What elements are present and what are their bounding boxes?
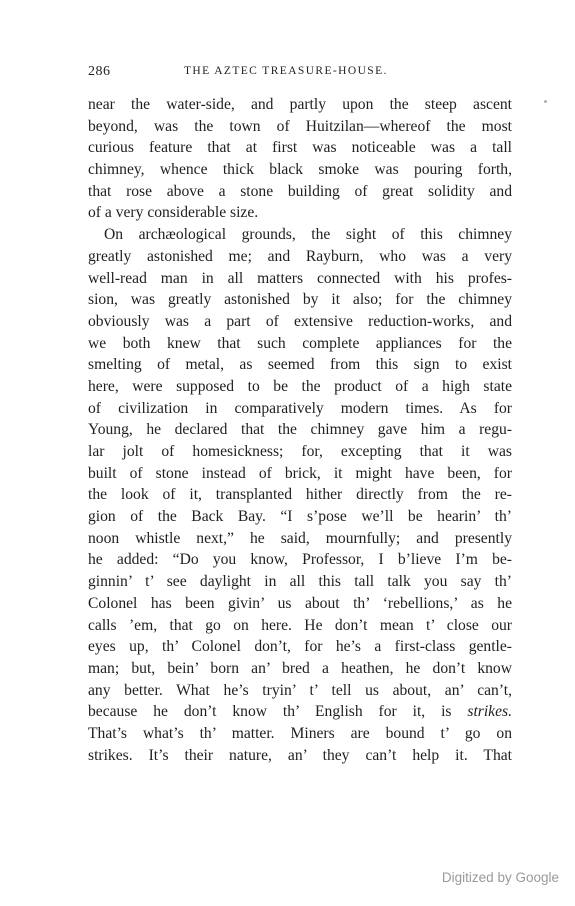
text-line: ginnin’ t’ see daylight in all this tall talk you say th’	[88, 573, 512, 591]
text-line: curious feature that at first was noticeable was a tall	[88, 139, 512, 157]
text-line: Colonel has been givin’ us about th’ ‘rebellions,’ as he	[88, 594, 512, 612]
text-line: lar jolt of homesickness; for, excepting that it was	[88, 443, 512, 460]
emphasized-word: strikes.	[467, 703, 512, 721]
text-line: we both knew that such complete appliances for the	[88, 334, 512, 352]
text-line: greatly astonished me; and Rayburn, who was a very	[88, 247, 512, 265]
running-title: THE AZTEC TREASURE-HOUSE.	[184, 65, 388, 77]
text-line: built of stone instead of brick, it might have been, for	[88, 464, 512, 482]
text-line: Young, he declared that the chimney gave him a regu-	[88, 421, 512, 439]
body-text	[88, 94, 512, 766]
digitized-watermark: Digitized by Google	[441, 870, 559, 885]
text-line: man; but, bein’ born an’ bred a heathen, he don’t know	[88, 659, 512, 677]
text-line: he added: “Do you know, Professor, I b’lieve I’m be-	[88, 551, 512, 569]
text-line: well-read man in all matters connected with his profes-	[88, 269, 512, 287]
text-line: of a very considerable size.	[88, 204, 259, 222]
text-line: because he don’t know th’ English for it, is strikes.	[88, 703, 512, 721]
text-line: near the water-side, and partly upon the steep ascent	[88, 96, 512, 113]
text-line: strikes. It’s their nature, an’ they can’t help it. That	[88, 746, 512, 764]
text-line: the look of it, transplanted hither directly from the re-	[88, 486, 512, 504]
text-line: On archæological grounds, the sight of this chimney	[104, 226, 512, 244]
text-line: beyond, was the town of Huitzilan—whereof the most	[88, 117, 512, 135]
running-head	[88, 64, 512, 82]
page-number: 286	[88, 64, 111, 79]
text-line: That’s what’s th’ matter. Miners are bound t’ go on	[88, 724, 512, 742]
text-line: gion of the Back Bay. “I s’pose we’ll be hearin’ th’	[88, 508, 512, 526]
text-line: calls ’em, that go on here. He don’t mean t’ close our	[88, 616, 512, 634]
text-line: here, were supposed to be the product of a high state	[88, 377, 512, 395]
text-line: eyes up, th’ Colonel don’t, for he’s a first-class gentle-	[88, 638, 512, 656]
text-line: any better. What he’s tryin’ t’ tell us about, an’ can’t,	[88, 681, 512, 699]
text-line: sion, was greatly astonished by it also; for the chimney	[88, 291, 512, 309]
text-line: obviously was a part of extensive reduction-works, and	[88, 312, 512, 330]
text-line: chimney, whence thick black smoke was pouring forth,	[88, 161, 512, 179]
text-line: of civilization in comparatively modern times. As for	[88, 399, 512, 417]
text-line: noon whistle next,” he said, mournfully; and presently	[88, 529, 512, 547]
text-line: smelting of metal, as seemed from this sign to exist	[88, 356, 512, 374]
stray-ink-mark	[544, 100, 547, 103]
text-line: that rose above a stone building of great solidity and	[88, 182, 512, 200]
